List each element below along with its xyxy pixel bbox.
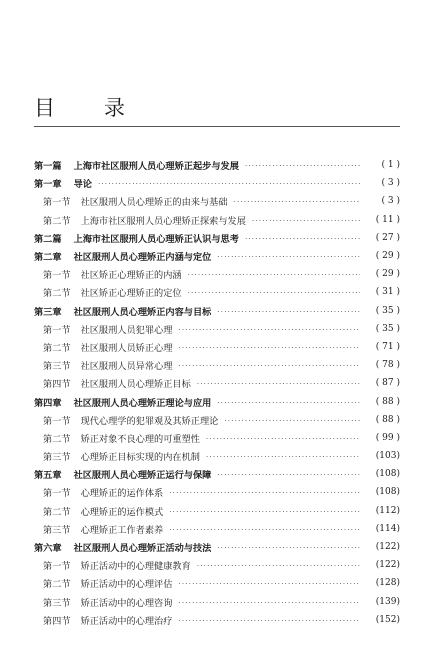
toc-entry-title: 社区矫正心理矫正的内涵 [80, 270, 182, 282]
toc-entry-number: 第六章 [34, 543, 62, 555]
toc-entry-section [34, 593, 400, 611]
toc-entry-title: 社区服刑人员心理矫正内容与目标 [73, 306, 212, 318]
toc-entry-number: 第三节 [43, 452, 71, 464]
dot-leader [169, 489, 360, 497]
toc-entry-number: 第一节 [43, 270, 71, 282]
toc-entry-page: (108) [375, 487, 400, 498]
toc-entry-number: 第二节 [43, 506, 71, 518]
toc-entry-chapter [34, 247, 400, 265]
toc-entry-chapter [34, 538, 400, 556]
toc-entry-title: 社区服刑人员异常心理 [80, 361, 173, 373]
dot-leader [178, 599, 360, 607]
title-divider [34, 126, 400, 127]
toc-entry-title: 心理矫正工作者素养 [80, 524, 164, 536]
dot-leader [217, 544, 360, 552]
toc-entry-number: 第二节 [43, 342, 71, 354]
toc-entry-number: 第一章 [34, 179, 62, 191]
toc-entry-page: (122) [375, 542, 400, 553]
toc-entry-section [34, 447, 400, 465]
dot-leader [217, 308, 360, 316]
toc-entry-title: 矫正活动中的心理治疗 [80, 615, 173, 627]
toc-entry-number: 第二篇 [34, 233, 62, 245]
dot-leader [245, 162, 360, 170]
toc-entry-section [34, 265, 400, 283]
toc-entry-chapter [34, 229, 400, 247]
toc-entry-page: ( 35 ) [375, 305, 400, 316]
toc-entry-chapter [34, 174, 400, 192]
toc-entry-page: (114) [375, 523, 400, 534]
dot-leader [217, 253, 360, 261]
dot-leader [252, 217, 360, 225]
toc-entry-number: 第一篇 [34, 161, 62, 173]
toc-entry-title: 矫正活动中的心理评估 [80, 579, 173, 591]
toc-entry-page: ( 3 ) [381, 178, 400, 189]
toc-entry-number: 第三章 [34, 306, 62, 318]
toc-entry-section [34, 502, 400, 520]
toc-entry-title: 心理矫正的运作模式 [80, 506, 164, 518]
toc-entry-number: 第五章 [34, 470, 62, 482]
toc-entry-page: ( 87 ) [375, 378, 400, 389]
toc-entry-title: 矫正对象不良心理的可重塑性 [80, 433, 200, 445]
toc-entry-page: (139) [375, 596, 400, 607]
toc-entry-number: 第二节 [43, 215, 71, 227]
toc-entry-title: 社区服刑人员心理矫正内涵与定位 [73, 252, 212, 264]
toc-entry-chapter [34, 156, 400, 174]
toc-entry-section [34, 411, 400, 429]
toc-entry-page: ( 31 ) [375, 287, 400, 298]
dot-leader [178, 617, 360, 625]
toc-entry-number: 第一节 [43, 197, 71, 209]
dot-leader [188, 289, 360, 297]
toc-entry-number: 第一节 [43, 324, 71, 336]
toc-entry-section [34, 320, 400, 338]
page-title: 目 录 [34, 96, 139, 120]
toc-entry-page: ( 71 ) [375, 341, 400, 352]
toc-entry-title: 上海市社区服刑人员心理矫正探索与发展 [80, 215, 246, 227]
toc-entry-title: 社区矫正心理矫正的定位 [80, 288, 182, 300]
dot-leader [217, 471, 360, 479]
toc-entry-section [34, 211, 400, 229]
dot-leader [224, 417, 360, 425]
toc-entry-page: (128) [375, 578, 400, 589]
toc-entry-page: ( 1 ) [381, 160, 400, 171]
dot-leader [206, 435, 360, 443]
toc-entry-number: 第二节 [43, 579, 71, 591]
toc-entry-section [34, 338, 400, 356]
toc-entry-page: ( 29 ) [375, 269, 400, 280]
toc-entry-page: (108) [375, 469, 400, 480]
toc-entry-title: 社区服刑人员心理矫正运行与保障 [73, 470, 212, 482]
toc-entry-number: 第二节 [43, 433, 71, 445]
dot-leader [188, 271, 360, 279]
dot-leader [197, 562, 360, 570]
toc-entry-number: 第一节 [43, 561, 71, 573]
toc-entry-chapter [34, 465, 400, 483]
toc-entry-page: ( 29 ) [375, 251, 400, 262]
toc-entry-title: 心理矫正目标实现的内在机制 [80, 452, 200, 464]
toc-entry-section [34, 356, 400, 374]
toc-entry-page: (112) [375, 505, 400, 516]
dot-leader [234, 198, 360, 206]
toc-entry-title: 心理矫正的运作体系 [80, 488, 164, 500]
toc-entry-chapter [34, 302, 400, 320]
toc-entry-number: 第四章 [34, 397, 62, 409]
toc-entry-title: 社区服刑人员心理矫正目标 [80, 379, 191, 391]
toc-entry-title: 上海市社区服刑人员心理矫正起步与发展 [73, 161, 239, 173]
toc-entry-section [34, 611, 400, 629]
toc-entry-section [34, 574, 400, 592]
dot-leader [178, 344, 360, 352]
toc-entry-title: 矫正活动中的心理咨询 [80, 597, 173, 609]
dot-leader [178, 326, 360, 334]
toc-entry-title: 社区服刑人员矫正心理 [80, 342, 173, 354]
toc-entry-title: 社区服刑人员心理矫正的由来与基础 [80, 197, 228, 209]
toc-entry-section [34, 483, 400, 501]
dot-leader [197, 380, 360, 388]
toc-entry-number: 第一节 [43, 415, 71, 427]
toc-entry-title: 矫正活动中的心理健康教育 [80, 561, 191, 573]
toc-entry-chapter [34, 392, 400, 410]
toc-entry-title: 社区服刑人员心理矫正活动与技法 [73, 543, 212, 555]
toc-entry-number: 第四节 [43, 379, 71, 391]
toc-entry-number: 第二节 [43, 288, 71, 300]
toc-entry-title: 现代心理学的犯罪观及其矫正理论 [80, 415, 219, 427]
toc-entry-section [34, 374, 400, 392]
toc-entry-number: 第一节 [43, 488, 71, 500]
dot-leader [178, 362, 360, 370]
toc-entry-page: ( 88 ) [375, 414, 400, 425]
table-of-contents [34, 156, 400, 629]
dot-leader [178, 580, 360, 588]
toc-entry-page: (152) [375, 614, 400, 625]
toc-entry-title: 社区服刑人员心理矫正理论与应用 [73, 397, 212, 409]
dot-leader [98, 180, 360, 188]
toc-entry-section [34, 429, 400, 447]
toc-entry-page: ( 11 ) [375, 214, 400, 225]
toc-entry-number: 第三节 [43, 361, 71, 373]
toc-entry-number: 第三节 [43, 597, 71, 609]
dot-leader [217, 399, 360, 407]
dot-leader [206, 453, 360, 461]
toc-entry-section [34, 283, 400, 301]
dot-leader [245, 235, 360, 243]
toc-entry-page: ( 35 ) [375, 323, 400, 334]
toc-entry-page: ( 78 ) [375, 360, 400, 371]
toc-entry-title: 社区服刑人员犯罪心理 [80, 324, 173, 336]
toc-entry-section [34, 192, 400, 210]
toc-entry-number: 第四节 [43, 615, 71, 627]
toc-entry-page: ( 27 ) [375, 232, 400, 243]
toc-entry-page: ( 3 ) [381, 196, 400, 207]
toc-entry-title: 上海市社区服刑人员心理矫正认识与思考 [73, 233, 239, 245]
dot-leader [169, 508, 360, 516]
toc-entry-page: (122) [375, 560, 400, 571]
toc-entry-page: (103) [375, 451, 400, 462]
toc-entry-page: ( 99 ) [375, 432, 400, 443]
toc-entry-page: ( 88 ) [375, 396, 400, 407]
toc-entry-section [34, 520, 400, 538]
dot-leader [169, 526, 360, 534]
toc-entry-number: 第二章 [34, 252, 62, 264]
toc-entry-section [34, 556, 400, 574]
toc-entry-number: 第三节 [43, 524, 71, 536]
toc-entry-title: 导论 [73, 179, 92, 191]
